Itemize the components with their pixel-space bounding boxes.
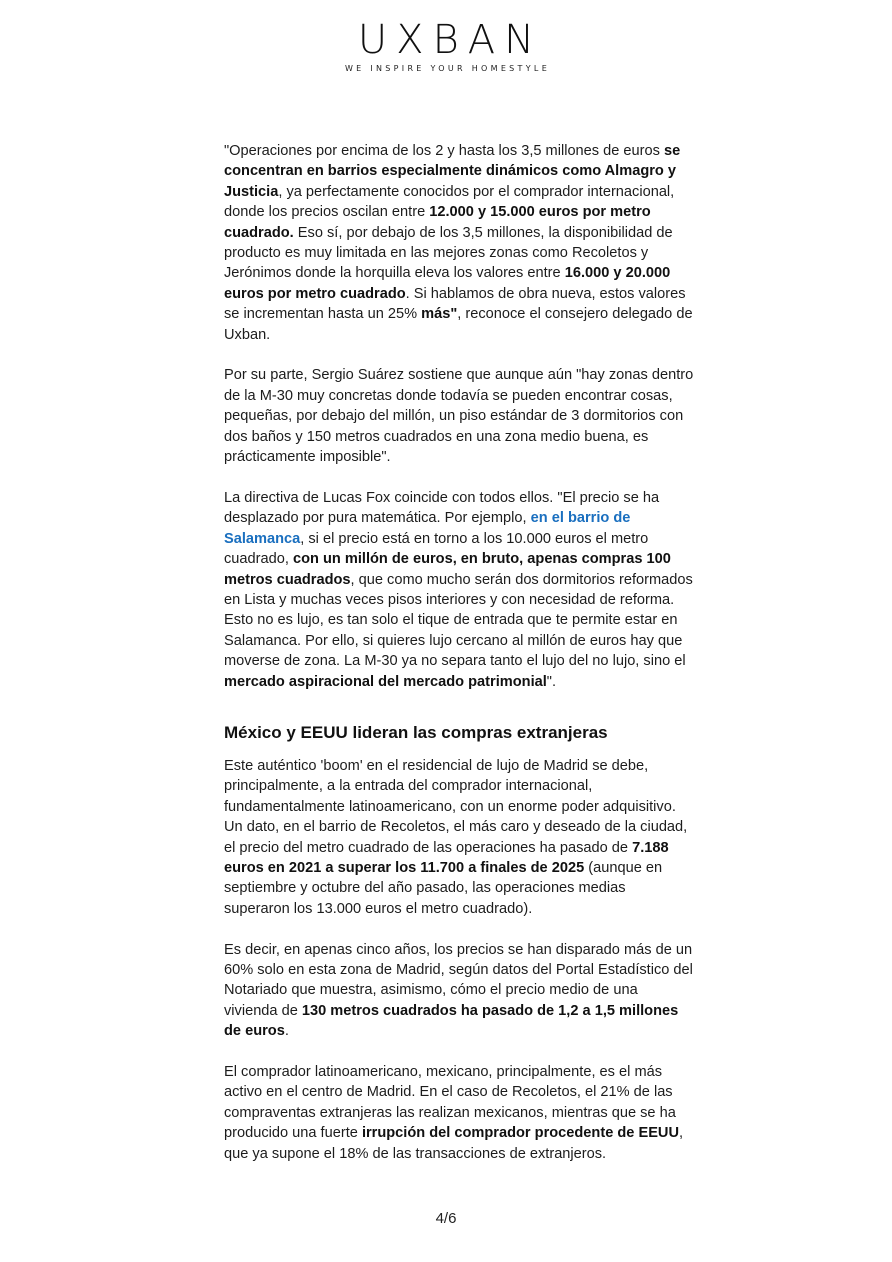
text: , ya perfectamente conocidos por el comprador internacional, donde los precios oscilan entre bbox=[224, 183, 675, 221]
emphasis: con un millón de euros, en bruto, apenas compras 100 metros cuadrados bbox=[224, 551, 671, 588]
text: "Operaciones por encima de los 2 y hasta los 3,5 millones de euros bbox=[224, 143, 664, 159]
text: ". bbox=[546, 673, 557, 690]
text: . bbox=[284, 1023, 289, 1040]
emphasis: más" bbox=[421, 306, 458, 323]
emphasis: se concentran en barrios especialmente dinámicos como Almagro y Justicia bbox=[224, 143, 681, 200]
emphasis: irrupción del comprador procedente de EEUU bbox=[361, 1125, 680, 1142]
emphasis: 16.000 y 20.000 euros por metro cuadrado bbox=[224, 265, 671, 302]
paragraph-price-increase bbox=[224, 940, 694, 1042]
salamanca-link[interactable]: en el barrio de Salamanca bbox=[224, 510, 631, 547]
text: , que como mucho serán dos dormitorios reformados en Lista y muchas veces pisos interiores y con necesidad de reforma. Esto no es lujo, es tan solo el tique de entrada que te permite estar en Salamanca. Por ello, si quieres lujo cercano al millón de euros hay que moverse de zona. La M-30 ya no separa tanto el lujo del no lujo, sino el bbox=[224, 571, 693, 670]
text: La directiva de Lucas Fox coincide con todos ellos. "El precio se ha desplazado por pura matemática. Por ejemplo, bbox=[224, 489, 660, 527]
text: , si el precio está en torno a los 10.000 euros el metro cuadrado, bbox=[224, 530, 649, 568]
emphasis: 130 metros cuadrados ha pasado de 1,2 a 1,5 millones de euros bbox=[224, 1002, 679, 1040]
paragraph-uxban-quote bbox=[224, 141, 694, 345]
section-heading: México y EEUU lideran las compras extranjeras bbox=[224, 722, 608, 742]
text: Este auténtico 'boom' en el residencial de lujo de Madrid se debe, principalmente, a la entrada del comprador internacional, fundamentalmente latinoamericano, con un enorme poder adquisitivo. Un dato, en el barrio de Recoletos, el más caro y deseado de la ciudad, el precio del metro cuadrado de las operaciones ha pasado de bbox=[224, 757, 688, 856]
emphasis: mercado aspiracional del mercado patrimonial bbox=[224, 673, 547, 690]
emphasis: 12.000 y 15.000 euros por metro cuadrado. bbox=[224, 204, 651, 241]
logo-wordmark: UXBAN bbox=[357, 17, 544, 63]
paragraph-boom bbox=[224, 756, 694, 919]
text: , reconoce el consejero delegado de Uxban. bbox=[224, 306, 693, 343]
text: Eso sí, por debajo de los 3,5 millones, la disponibilidad de producto es muy limitada en las mejores zonas como Recoletos y Jerónimos donde la horquilla eleva los valores entre bbox=[224, 224, 673, 282]
text: Es decir, en apenas cinco años, los precios se han disparado más de un 60% solo en esta zona de Madrid, según datos del Portal Estadístico del Notariado que muestra, asimismo, cómo el precio medio de una vivienda de bbox=[224, 941, 693, 1019]
page-header bbox=[0, 18, 892, 76]
paragraph-buyers bbox=[224, 1062, 694, 1164]
text: . Si hablamos de obra nueva, estos valores se incrementan hasta un 25% bbox=[224, 285, 686, 323]
article-body bbox=[224, 141, 694, 1184]
text: El comprador latinoamericano, mexicano, principalmente, es el más activo en el centro de Madrid. En el caso de Recoletos, el 21% de las compraventas extranjeras las realizan mexicanos, mientras que se ha producido una fuerte bbox=[224, 1064, 676, 1142]
text: (aunque en septiembre y octubre del año pasado, las operaciones medias superaron los 13.000 euros el metro cuadrado). bbox=[224, 859, 663, 917]
paragraph-sergio-suarez: Por su parte, Sergio Suárez sostiene que aunque aún "hay zonas dentro de la M-30 muy concretas donde todavía se pueden encontrar cosas, pequeñas, por debajo del millón, un piso estándar de 3 dormitorios con dos baños y 150 metros cuadrados en una zona medio buena, es prácticamente imposible". bbox=[224, 367, 694, 466]
paragraph-lucas-fox bbox=[224, 488, 694, 692]
emphasis: 7.188 euros en 2021 a superar los 11.700 a finales de 2025 bbox=[224, 839, 669, 876]
page-number: 4/6 bbox=[435, 1210, 457, 1227]
uxban-logo bbox=[342, 18, 550, 73]
logo-tagline: WE INSPIRE YOUR HOMESTYLE bbox=[344, 64, 551, 73]
text: , que ya supone el 18% de las transacciones de extranjeros. bbox=[224, 1125, 684, 1162]
